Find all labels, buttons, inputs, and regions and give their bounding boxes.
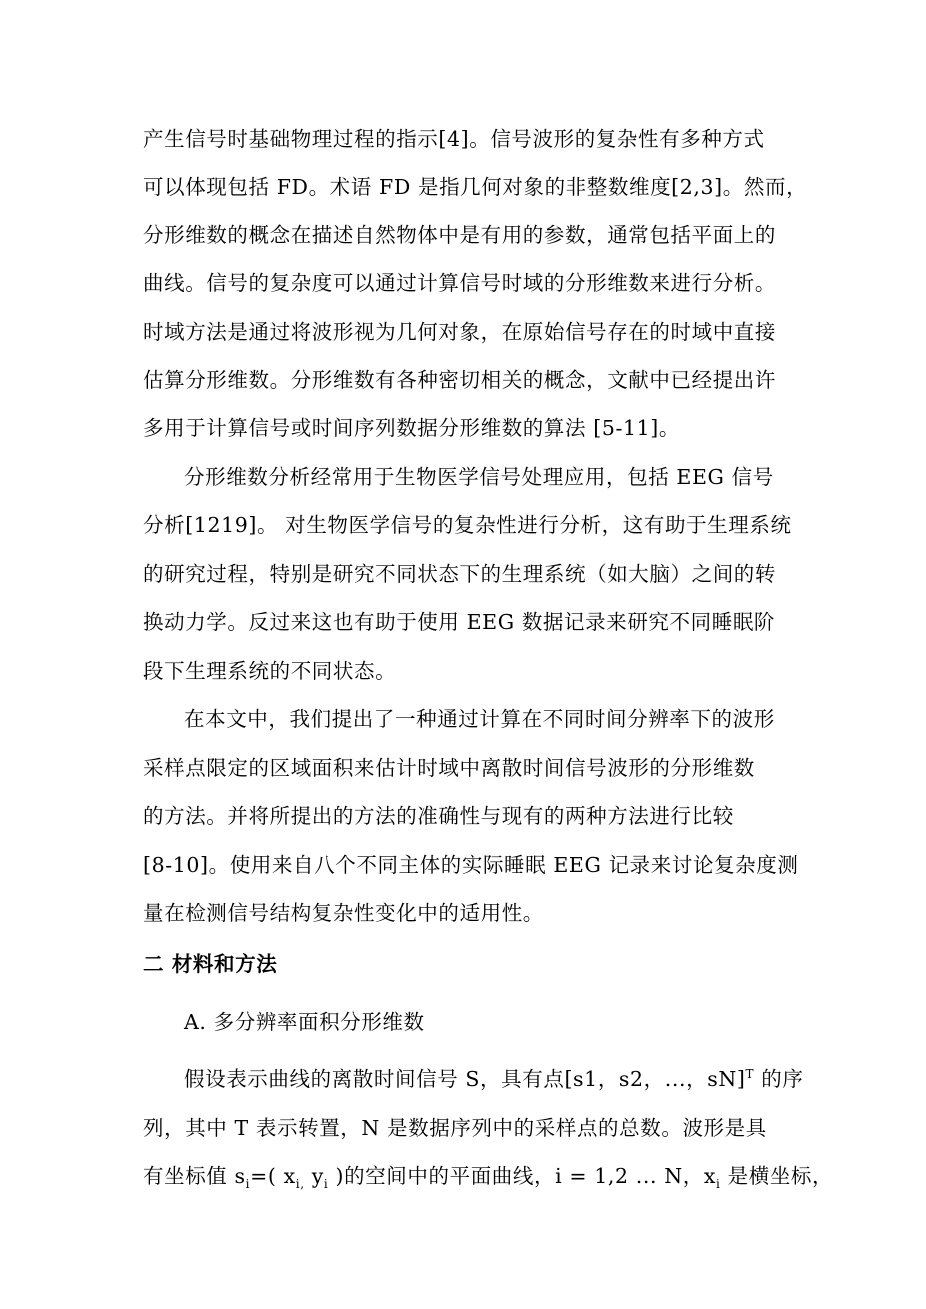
paragraph-3-line-4: [8-10]。使用来自八个不同主体的实际睡眠 EEG 记录来讨论复杂度测 (143, 853, 799, 877)
paragraph-1-line-7: 多用于计算信号或时间序列数据分形维数的算法 [5-11]。 (143, 416, 680, 440)
paragraph-4-line-1-tail: 的序 (754, 1067, 804, 1091)
paragraph-3-line-5: 量在检测信号结构复杂性变化中的适用性。 (143, 901, 544, 925)
paragraph-4-line-1 (184, 1065, 804, 1093)
paragraph-4-line-1-text: 假设表示曲线的离散时间信号 S，具有点[s1，s2，...，sN] (184, 1067, 746, 1091)
paragraph-2-line-4: 换动力学。反过来这也有助于使用 EEG 数据记录来研究不同睡眠阶 (143, 610, 776, 634)
line-3-sub-1: i (245, 1177, 251, 1192)
paragraph-3-line-2: 采样点限定的区域面积来估计时域中离散时间信号波形的分形维数 (143, 756, 755, 780)
paragraph-1-line-4: 曲线。信号的复杂度可以通过计算信号时域的分形维数来进行分析。 (143, 271, 776, 295)
paragraph-2-line-3: 的研究过程，特别是研究不同状态下的生理系统（如大脑）之间的转 (143, 562, 776, 586)
line-3-part-4: )的空间中的平面曲线，i = 1,2 ... N，x (328, 1164, 717, 1188)
paragraph-2-line-5: 段下生理系统的不同状态。 (143, 659, 397, 683)
paragraph-3-line-1: 在本文中，我们提出了一种通过计算在不同时间分辨率下的波形 (184, 707, 775, 731)
line-3-part-1: 有坐标值 s (143, 1164, 246, 1188)
line-3-part-3: y (304, 1164, 324, 1188)
section-heading: 二 材料和方法 (143, 952, 278, 976)
line-3-part-2: =( x (250, 1164, 296, 1188)
paragraph-4-line-3 (143, 1162, 834, 1192)
paragraph-2-line-2: 分析[1219]。 对生物医学信号的复杂性进行分析，这有助于生理系统 (143, 513, 792, 537)
paragraph-1-line-3: 分形维数的概念在描述自然物体中是有用的参数，通常包括平面上的 (143, 223, 776, 247)
line-3-sub-3: i (323, 1177, 329, 1192)
paragraph-4-line-2: 列，其中 T 表示转置，N 是数据序列中的采样点的总数。波形是具 (143, 1116, 767, 1140)
line-3-sub-2: i, (295, 1177, 305, 1192)
paragraph-1-line-6: 估算分形维数。分形维数有各种密切相关的概念，文献中已经提出许 (143, 368, 776, 392)
paragraph-2-line-1: 分形维数分析经常用于生物医学信号处理应用，包括 EEG 信号 (184, 465, 774, 489)
paragraph-1-line-5: 时域方法是通过将波形视为几何对象，在原始信号存在的时域中直接 (143, 320, 776, 344)
paragraph-3-line-3: 的方法。并将所提出的方法的准确性与现有的两种方法进行比较 (143, 804, 734, 828)
paragraph-1-line-1: 产生信号时基础物理过程的指示[4]。信号波形的复杂性有多种方式 (143, 127, 765, 151)
subsection-heading: A. 多分辨率面积分形维数 (184, 1010, 425, 1034)
line-3-part-5: 是横坐标， (720, 1164, 834, 1188)
paragraph-1-line-2: 可以体现包括 FD。术语 FD 是指几何对象的非整数维度[2,3]。然而， (143, 175, 808, 199)
line-3-sub-4: i (716, 1177, 721, 1192)
transpose-superscript: T (745, 1067, 755, 1082)
